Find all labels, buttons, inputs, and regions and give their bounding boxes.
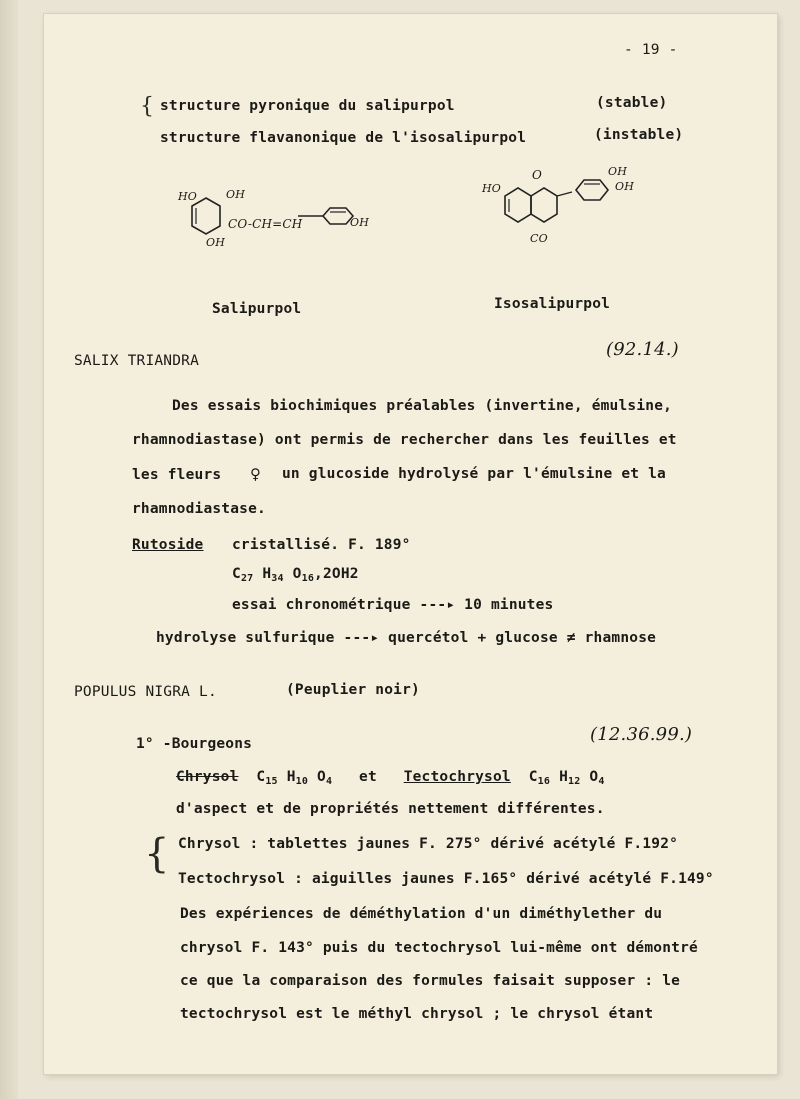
salix-paragraph-line-1: Des essais biochimiques préalables (invertine, émulsine, — [172, 398, 673, 414]
page-number: - 19 - — [624, 42, 678, 58]
female-symbol-icon: ♀ — [250, 464, 262, 485]
chrysol-properties-line: Chrysol : tablettes jaunes F. 275° dérivé acétylé F.192° — [178, 836, 679, 852]
salix-paragraph-line-3a: les fleurs — [132, 467, 222, 483]
salix-paragraph-line-4: rhamnodiastase. — [132, 501, 266, 517]
isosalipurpol-oh-label-2: OH — [615, 180, 635, 193]
populus-paragraph-line-1: Des expériences de déméthylation d'un diméthylether du — [180, 906, 663, 922]
hydrolyse-line: hydrolyse sulfurique ---▸ quercétol + glucose ≠ rhamnose — [156, 630, 657, 646]
brace-icon-2: { — [144, 831, 170, 877]
salix-paragraph-line-2: rhamnodiastase) ont permis de rechercher dans les feuilles et — [132, 432, 677, 448]
isosalipurpol-structure-diagram — [490, 168, 670, 258]
tectochrysol-properties-line: Tectochrysol : aiguilles jaunes F.165° dérivé acétylé F.149° — [178, 871, 714, 887]
structure-line-2: structure flavanonique de l'isosalipurpol — [160, 130, 527, 146]
salix-paragraph-line-3b: un glucoside hydrolysé par l'émulsine et la — [282, 466, 666, 482]
salipurpol-chain-label: CO-CH=CH — [228, 217, 303, 231]
structure-status-2: (instable) — [594, 127, 684, 143]
salix-reference: (92.14.) — [606, 339, 679, 360]
populus-heading: POPULUS NIGRA L. — [74, 684, 217, 700]
essai-line: essai chronométrique ---▸ 10 minutes — [232, 597, 554, 613]
populus-reference: (12.36.99.) — [590, 724, 693, 745]
brace-icon: { — [140, 94, 154, 119]
isosalipurpol-co-label: CO — [530, 232, 548, 245]
salipurpol-oh-label-2: OH — [206, 236, 226, 249]
section-bourgeons: 1° -Bourgeons — [136, 736, 253, 752]
aspect-line: d'aspect et de propriétés nettement différentes. — [176, 801, 605, 817]
isosalipurpol-o-label: O — [532, 168, 543, 182]
isosalipurpol-ho-label: HO — [482, 182, 502, 195]
salipurpol-ho-label: HO — [178, 190, 198, 203]
rutoside-description: cristallisé. F. 189° — [232, 537, 411, 553]
adjacent-page-edge — [0, 0, 18, 1099]
isosalipurpol-oh-label-1: OH — [608, 165, 628, 178]
salipurpol-oh-label-1: OH — [226, 188, 246, 201]
rutoside-label: Rutoside — [132, 537, 204, 553]
isosalipurpol-caption: Isosalipurpol — [494, 296, 611, 312]
populus-paragraph-line-2: chrysol F. 143° puis du tectochrysol lui-même ont démontré — [180, 940, 698, 956]
populus-paragraph-line-4: tectochrysol est le méthyl chrysol ; le chrysol étant — [180, 1006, 654, 1022]
rutoside-formula: $C_{27}$ $H_{34}$ $O_{16},2OH2$ — [232, 566, 359, 584]
structure-line-1: structure pyronique du salipurpol — [160, 98, 455, 114]
populus-common-name: (Peuplier noir) — [286, 682, 420, 698]
structure-status-1: (stable) — [596, 95, 668, 111]
salix-heading: SALIX TRIANDRA — [74, 353, 200, 369]
salipurpol-caption: Salipurpol — [212, 301, 302, 317]
chrysol-line: Chrysol $C_{15}$ $H_{10}$ $O_4$ et Tectochrysol $C_{16}$ $H_{12}$ $O_4$ — [176, 769, 605, 787]
populus-paragraph-line-3: ce que la comparaison des formules faisait supposer : le — [180, 973, 681, 989]
salipurpol-oh-label-3: OH — [350, 216, 370, 229]
